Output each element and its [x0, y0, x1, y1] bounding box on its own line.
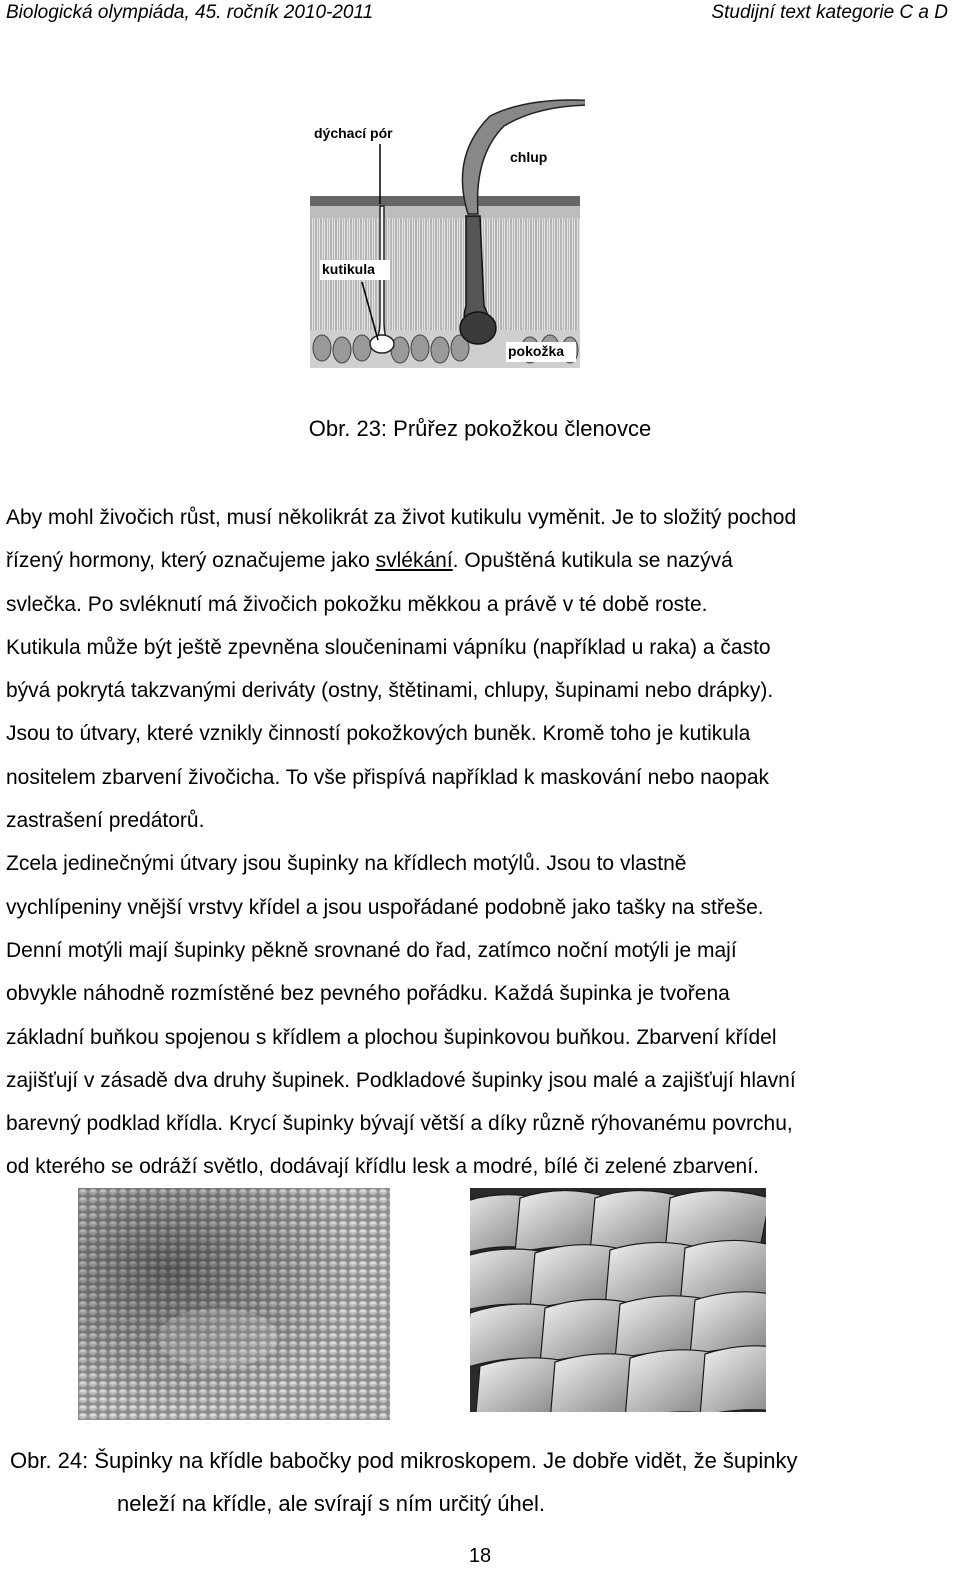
scale-shapes — [470, 1191, 766, 1413]
text-line: zajišťují v zásadě dva druhy šupinek. Podkladové šupinky jsou malé a zajišťují hlavní — [6, 1068, 796, 1092]
text-line: barevný podklad křídla. Krycí šupinky bývají větší a díky různě rýhovanému povrchu, — [6, 1112, 793, 1136]
text-line: Denní motýli mají šupinky pěkně srovnané do řad, zatímco noční motýli je mají — [6, 938, 737, 962]
wing-scales-photo-low-mag — [78, 1188, 390, 1420]
cuticle-cross-section-figure — [300, 96, 585, 376]
text-line: Aby mohl živočich růst, musí několikrát za život kutikulu vyměnit. Je to složitý pochod — [6, 506, 797, 529]
figure-24-caption-line1: Obr. 24: Šupinky na křídle babočky pod mikroskopem. Je dobře vidět, že šupinky — [10, 1448, 798, 1473]
label-epidermis: pokožka — [508, 343, 565, 359]
hair-cell — [460, 312, 496, 344]
text-line: vychlípeniny vnější vrstvy křídel a jsou uspořádané podobně jako tašky na střeše. — [6, 895, 764, 919]
text-line: svlečka. Po svléknutí má živočich pokožku měkkou a právě v té době roste. — [6, 592, 708, 616]
page-number: 18 — [468, 1545, 492, 1567]
label-hair: chlup — [510, 149, 548, 165]
text-line: základní buňkou spojenou s křídlem a plochou šupinkovou buňkou. Zbarvení křídel — [6, 1025, 777, 1049]
text-line: Zcela jedinečnými útvary jsou šupinky na křídlech motýlů. Jsou to vlastně — [6, 852, 687, 876]
running-header-left: Biologická olympiáda, 45. ročník 2010-2011 — [6, 2, 374, 23]
text-line: bývá pokrytá takzvanými deriváty (ostny, štětinami, chlupy, šupinami nebo drápky). — [6, 679, 774, 703]
text-line: nositelem zbarvení živočicha. To vše přispívá například k maskování nebo naopak — [6, 765, 770, 789]
text-line: Kutikula může být ještě zpevněna sloučeninami vápníku (například u raka) a často — [6, 635, 771, 659]
pore-cell — [370, 335, 394, 353]
term-svlekani: svlékání — [375, 549, 453, 573]
text-line: od kterého se odráží světlo, dodávají křídlu lesk a modré, bílé či zelené zbarvení. — [6, 1155, 759, 1179]
text-line: řízený hormony, který označujeme jako svlékání. Opuštěná kutikula se nazývá — [6, 549, 733, 573]
text-line: Jsou to útvary, které vznikly činností pokožkových buněk. Kromě toho je kutikula — [6, 722, 751, 746]
text-line: obvykle náhodně rozmístěné bez pevného pořádku. Každá šupinka je tvořena — [6, 982, 730, 1006]
figure-23-caption: Obr. 23: Průřez pokožkou členovce — [308, 416, 652, 441]
label-pore: dýchací pór — [314, 125, 393, 141]
wing-scales-photo-high-mag — [470, 1188, 766, 1412]
cuticle-upper-layer — [310, 206, 580, 218]
running-header-right: Studijní text kategorie C a D — [711, 2, 948, 23]
cuticle-top-band — [310, 196, 580, 206]
label-cuticle: kutikula — [322, 261, 375, 277]
text-line: zastrašení predátorů. — [6, 809, 205, 833]
figure-24-caption-line2: neleží na křídle, ale svírají s ním určitý úhel. — [117, 1491, 545, 1516]
body-text — [6, 496, 951, 1189]
